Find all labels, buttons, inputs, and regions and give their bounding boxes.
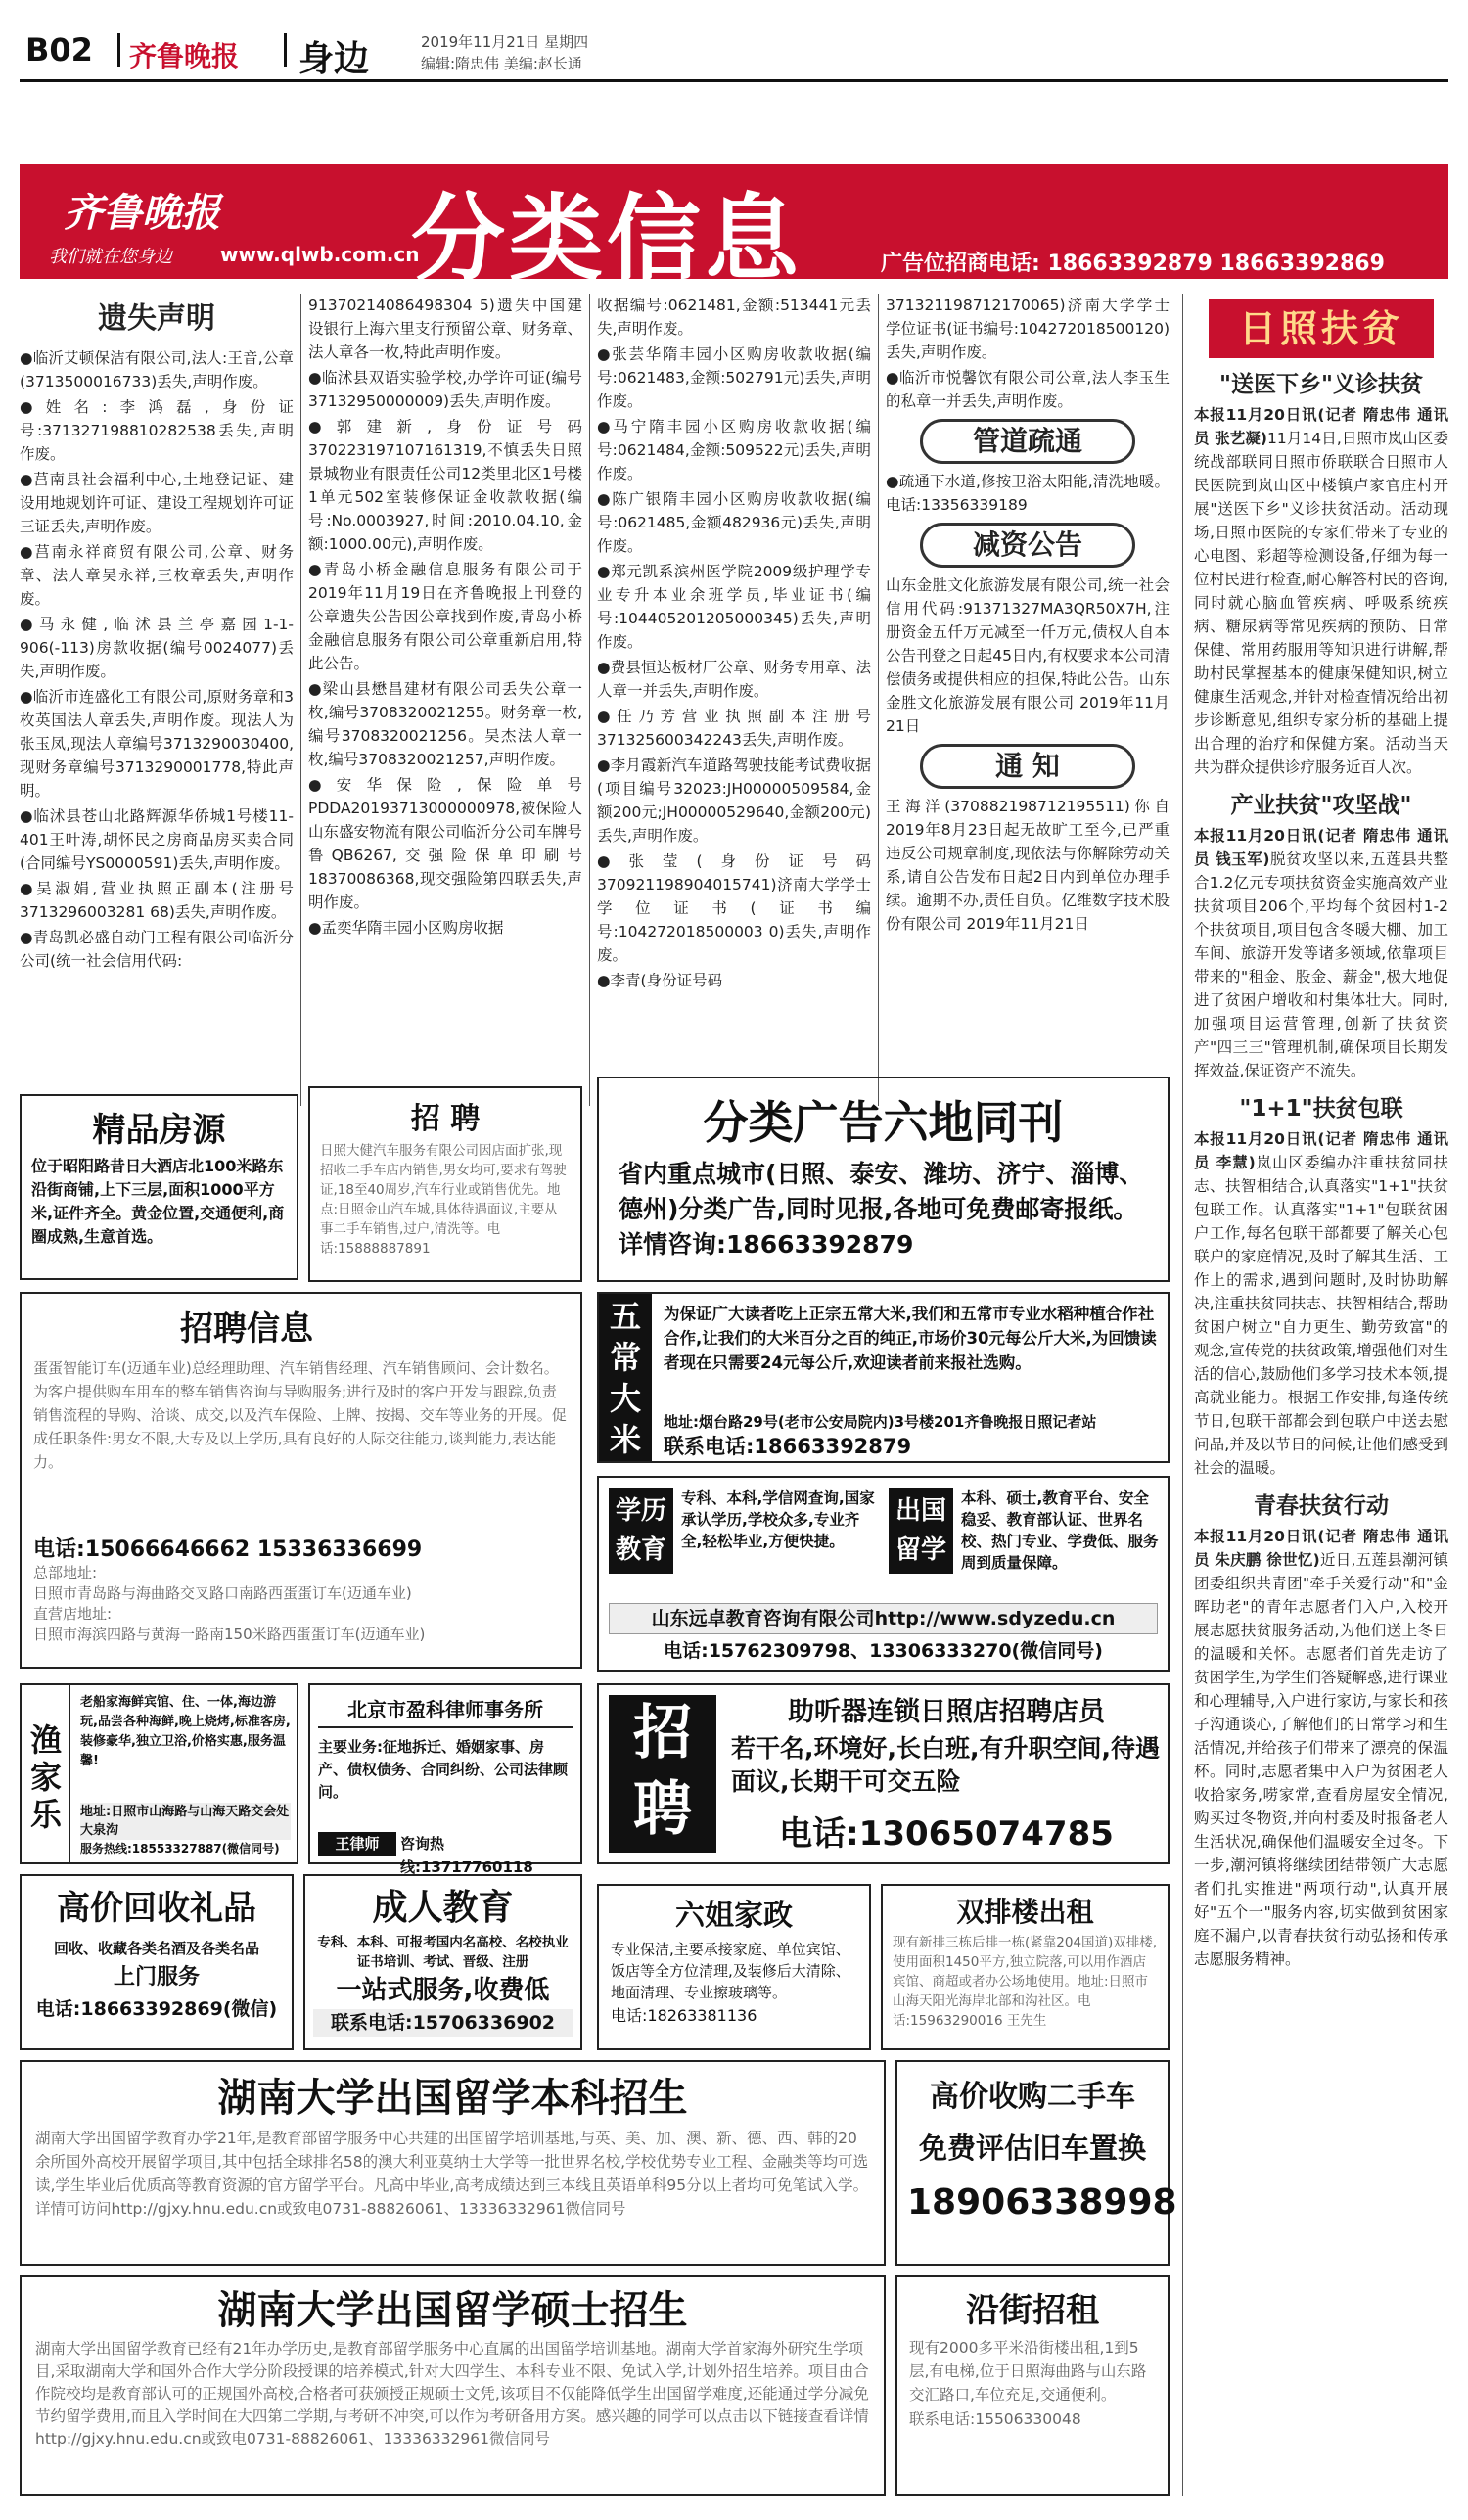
ad-slogan: 一站式服务,收费低 — [336, 1976, 550, 2005]
ad-text: 湖南大学出国留学教育办学21年,是教育部留学服务中心共建的出国留学培训基地,与英、美、加、澳、新、德、西、韩的20余所国外高校开展留学项目,其中包括全球排名58的澳大利亚莫纳士大学等一批世界名校,学校优势专业工程、金融类等均可选读,学生毕业后优质高等教育资源的官方留学平台。凡高中毕业,高考成绩达到三本线且英语单科95分以上者均可免笔试入学。详情可访问http://gjxy.hnu.edu.cn或致电0731-88826061、13336332961微信同号 — [35, 2130, 869, 2218]
ad-phone: 电话:15762309798、13306333270(微信同号) — [664, 1640, 1103, 1662]
column-divider — [589, 294, 590, 1106]
notice-item: ●马宁隋丰园小区购房收款收据(编号:0621484,金额:509522元)丢失,声明作废。 — [597, 418, 871, 482]
ad-title: 北京市盈科律师事务所 — [318, 1693, 573, 1728]
lawyer-name: 王律师 — [318, 1832, 396, 1856]
ad-phone: 联系电话:18663392879 — [664, 1435, 912, 1458]
ad-adult-education — [303, 1874, 582, 2050]
notice-item: ●安华保险,保险单号PDDA20193713000000978,被保险人山东盛安物流有限公司临沂分公司车牌号鲁QB6267,交强险保单印刷号18370086368,现交强险第四联丢失,声明作废。 — [308, 776, 582, 911]
notice-item: ●莒南永祥商贸有限公司,公章、财务章、法人章吴永祥,三枚章丢失,声明作废。 — [20, 543, 294, 608]
notice-title: 通 知 — [920, 744, 1135, 789]
ad-text: 为保证广大读者吃上正宗五常大米,我们和五常市专业水稻种植合作社合作,让我们的大米百分之百的纯正,市场价30元每公斤大米,为回馈读者现在只需要24元每公斤,欢迎读者前来报社选购。 — [664, 1305, 1157, 1372]
ad-title: 沿街招租 — [966, 2291, 1099, 2330]
notice-item: ●孟奕华隋丰园小区购房收据 — [308, 919, 504, 937]
study-abroad-tag: 出国留学 — [889, 1488, 953, 1574]
article — [1194, 1092, 1448, 1480]
notice-item: 91370214086498304 5)遗失中国建设银行上海六里支行预留公章、财务章、法人章各一枚,特此声明作废。 — [308, 297, 582, 361]
notice-item: ●姓名:李鸿磊,身份证号:371327198810282538丢失,声明作废。 — [20, 398, 294, 463]
ad-title: 高价回收礼品 — [57, 1889, 256, 1928]
notice-item: ●临沭县双语实验学校,办学许可证(编号37132950000009)丢失,声明作废。 — [308, 369, 582, 410]
ad-title: 招 聘 — [410, 1102, 481, 1136]
ad-title: 渔家乐 — [22, 1685, 70, 1862]
article-title: 产业扶贫"攻坚战" — [1230, 793, 1412, 818]
ad-address: 地址:烟台路29号(老市公安局院内)3号楼201齐鲁晚报日照记者站 — [664, 1413, 1097, 1431]
ad-rice — [597, 1292, 1170, 1463]
article — [1194, 368, 1448, 779]
header-divider — [284, 33, 287, 67]
ad-company-url[interactable]: 山东远卓教育咨询有限公司http://www.sdyzedu.cn — [609, 1603, 1158, 1634]
ad-text: 蛋蛋智能订车(迈通车业)总经理助理、汽车销售经理、汽车销售顾问、会计数名。为客户提供购车用车的整车销售咨询与导购服务;进行及时的客户开发与跟踪,负责销售流程的导购、洽谈、成交,以及汽车保险、上牌、按揭、交车等业务的开展。促成任职条件:男女不限,大专及以上学历,具有良好的人际交往能力,谈判能力,表达能力。 — [33, 1359, 567, 1471]
notice-item: ●郭建新,身份证号码370223197107161319,不慎丢失日照景城物业有限责任公司12类里北区1号楼1单元502室装修保证金收款收据(编号:No.0003927,时间:2010.04.10,金额:1000.00元),声明作废。 — [308, 418, 582, 553]
ad-six-cities — [597, 1077, 1170, 1282]
ad-text: 回收、收藏各类名酒及各类名品 — [53, 1940, 259, 1957]
ad-recruit — [308, 1086, 582, 1282]
banner-slogan: 我们就在您身边 — [49, 247, 172, 267]
ad-street-rent — [895, 2275, 1170, 2496]
notice-item: ●临沂市连盛化工有限公司,原财务章和3枚英国法人章丢失,声明作废。现法人为张玉凤,现法人章编号3713290030400,现财务章编号3713290001778,特此声明。 — [20, 688, 294, 800]
ad-phone: 联系电话:15706336902 — [313, 2009, 573, 2037]
article-title: "1+1"扶贫包联 — [1239, 1096, 1403, 1122]
ad-phone: 服务热线:18553327887(微信同号) — [80, 1842, 280, 1856]
ad-phone: 电话:13065074785 — [779, 1814, 1114, 1854]
rice-tag: 五 常 大 米 — [599, 1294, 652, 1461]
column-title: 遗失声明 — [98, 301, 215, 336]
article-byline: 本报11月20日讯(记者 隋忠伟 通讯员 朱庆鹏 徐世忆) — [1194, 1528, 1448, 1569]
notice-item: ●张莹(身份证号码370921198904015741)济南大学学士学位证书(证书编号:104272018500003 0)丢失,声明作废。 — [597, 852, 871, 964]
pipe-text: ●疏通下水道,修按卫浴太阳能,清洗地暖。电话:13356339189 — [886, 473, 1170, 514]
notice-item: ●临沭县苍山北路辉源华侨城1号楼11-401王叶涛,胡怀民之房商品房买卖合同(合同编号YS0000591)丢失,声明作废。 — [20, 807, 294, 872]
ad-house — [20, 1094, 298, 1280]
ad-title: 双排楼出租 — [956, 1896, 1094, 1928]
article-text: 11月14日,日照市岚山区委统战部联同日照市侨联联合日照市人民医院到岚山区中楼镇卢家官庄村开展"送医下乡"义诊扶贫活动。活动现场,日照市医院的专家们带来了专业的心电图、彩超等检测设备,仔细为每一位村民进行检查,耐心解答村民的咨询,同时就心脑血管疾病、呼吸系统疾病、糖尿病等常见疾病的预防、日常保健、常用药服用等知识进行讲解,帮助村民掌握基本的健康保健知识,树立健康生活观念,并针对检查情况给出初步诊断意见,组织专家分析的基础上提出合理的治疗和保健方案。活动当天共为群众提供诊疗服务近百人次。 — [1194, 430, 1449, 776]
ad-subtitle: 免费评估旧车置换 — [918, 2131, 1146, 2165]
ad-education — [597, 1476, 1170, 1672]
notice-text: 王海洋(370882198712195511)你自2019年8月23日起无故旷工至今,已严重违反公司规章制度,现依法与你解除劳动关系,请自公告发布日起2日内到单位办理手续。逾期不办,责任自负。亿维数字技术股份有限公司 2019年11月21日 — [886, 798, 1170, 933]
article-title: "送医下乡"义诊扶贫 — [1219, 372, 1423, 397]
poverty-relief-tag: 日照扶贫 — [1209, 299, 1434, 358]
ad-law-firm — [308, 1683, 582, 1876]
ad-text: 主要业务:征地拆迁、婚姻家事、房产、债权债务、合同纠纷、公司法律顾问。 — [318, 1738, 569, 1801]
banner-title: 分类信息 — [411, 184, 803, 294]
ad-address: 总部地址: — [33, 1564, 98, 1581]
notice-item: 收据编号:0621481,金额:513441元丢失,声明作废。 — [597, 297, 871, 338]
ad-text: 现有新排三栋后排一栋(紧靠204国道)双排楼,使用面积1450平方,独立院落,可以用作酒店宾馆、商超或者办公场地使用。地址:日照市山海天阳光海岸北部和沟社区。电话:15963290016 王先生 — [893, 1935, 1158, 2029]
ad-title: 高价收购二手车 — [930, 2080, 1135, 2114]
ad-address: 日照市青岛路与海曲路交叉路口南路西蛋蛋订车(迈通车业) — [33, 1584, 412, 1602]
lost-notices-column-1 — [20, 294, 294, 1106]
ad-title: 湖南大学出国留学硕士招生 — [217, 2288, 688, 2333]
ad-title: 助听器连锁日照店招聘店员 — [788, 1697, 1105, 1727]
lost-notices-column-2 — [308, 294, 582, 1106]
lost-notices-column-4 — [886, 294, 1170, 1106]
ad-hunan-master — [20, 2275, 886, 2496]
ad-title: 招聘信息 — [180, 1309, 313, 1349]
recruit-tag: 招聘 — [609, 1695, 716, 1853]
notice-item: ●任乃芳营业执照副本注册号371325600342243丢失,声明作废。 — [597, 708, 871, 749]
issue-date: 2019年11月21日 星期四 — [421, 33, 589, 51]
capital-reduction-title: 减资公告 — [920, 523, 1135, 568]
notice-item: ●李月霞新汽车道路驾驶技能考试费收据(项目编号32023:JH00000509584,金额200元;JH00000529640,金额200元)丢失,声明作废。 — [597, 756, 871, 845]
article — [1194, 1489, 1448, 1971]
article — [1194, 789, 1448, 1082]
capital-reduction-text: 山东金胜文化旅游发展有限公司,统一社会信用代码:91371327MA3QR50X7H,注册资金五仟万元减至一仟万元,债权人自本公告刊登之日起45日内,有权要求本公司清偿债务或提供相应的担保,特此公告。山东金胜文化旅游发展有限公司 2019年11月21日 — [886, 576, 1170, 735]
ad-recruit-info — [20, 1292, 582, 1669]
header-divider — [117, 33, 120, 67]
notice-item: ●临沂艾顿保洁有限公司,法人:王音,公章(3713500016733)丢失,声明作废。 — [20, 349, 294, 390]
notice-item: ●张芸华隋丰园小区购房收款收据(编号:0621483,金额:502791元)丢失,声明作废。 — [597, 345, 871, 410]
article-byline: 本报11月20日讯(记者 隋忠伟 通讯员 张艺凝) — [1194, 406, 1448, 447]
ad-phone: 联系电话:15506330048 — [909, 2410, 1081, 2428]
ad-used-car — [895, 2060, 1177, 2266]
article-text: 岚山区委编办注重扶贫同扶志、扶智相结合,认真落实"1+1"扶贫包联工作。认真落实"1+1"包联贫困户工作,每名包联干部都要了解关心包联户的家庭情况,及时了解其生活、工作上的需求,遇到问题时,及时协助解决,注重扶贫同扶志、扶智相结合,帮助贫困户树立"自力更生、勤劳致富"的观念,宣传党的扶贫政策,增强他们对生活的信心,鼓励他们多学习技术本领,提高就业能力。根据工作安排,每逢传统节日,包联干部都会到包联户中送去慰问品,并及以节日的问候,让他们感受到社会的温暖。 — [1194, 1154, 1448, 1477]
pipe-title: 管道疏通 — [920, 419, 1135, 464]
ad-address: 日照市海滨四路与黄海一路南150米路西蛋蛋订车(迈通车业) — [33, 1626, 426, 1643]
page-header — [20, 23, 1448, 82]
notice-item: ●马永健,临沭县兰亭嘉园1-1-906(-113)房款收据(编号0024077)丢失,声明作废。 — [20, 616, 294, 680]
ad-fisherman — [20, 1683, 298, 1864]
ad-phone: 电话:18663392869(微信) — [35, 1998, 278, 2020]
ad-gift-recycle — [20, 1874, 294, 2050]
ad-text: 位于昭阳路昔日大酒店北100米路东沿街商铺,上下三层,面积1000平方米,证件齐全。黄金位置,交通便利,商圈成熟,生意首选。 — [31, 1157, 285, 1246]
ad-hunan-bachelor — [20, 2060, 886, 2266]
article-byline: 本报11月20日讯(记者 隋忠伟 通讯员 钱玉军) — [1194, 827, 1448, 868]
newspaper-logo: 齐鲁晚报 — [129, 40, 240, 72]
banner-url[interactable]: www.qlwb.com.cn — [220, 243, 420, 266]
ad-text: 专业保洁,主要承接家庭、单位宾馆、饭店等全方位清理,及装修后大清除、地面清理、专业擦玻璃等。 — [611, 1941, 850, 2001]
ad-hearing-aid — [597, 1683, 1170, 1864]
ad-title: 精品房源 — [92, 1111, 226, 1150]
ad-building-rent — [881, 1884, 1170, 2050]
notice-item: ●李青(身份证号码 — [597, 972, 723, 989]
ad-text: 日照大健汽车服务有限公司因店面扩张,现招收二手车店内销售,男女均可,要求有驾驶证,18至40周岁,汽车行业或销售优先。地点:日照金山汽车城,具体待遇面议,主要从事二手车销售,过户,清洗等。电话:15888887891 — [320, 1143, 567, 1257]
notice-item: ●青岛凯必盛自动门工程有限公司临沂分公司(统一社会信用代码: — [20, 929, 294, 970]
ad-text: 老船家海鲜宾馆、住、一体,海边游玩,品尝各种海鲜,晚上烧烤,标准客房,装修豪华,独立卫浴,价格实惠,服务温馨! — [80, 1695, 291, 1768]
ad-text: 湖南大学出国留学教育已经有21年办学历史,是教育部留学服务中心直属的出国留学培训基地。湖南大学首家海外研究生学项目,采取湖南大学和国外合作大学分阶段授课的培养模式,针对大四学生、本科专业不限、免试入学,计划外招生培养。项目由合作院校均是教育部认可的正规国外高校,合格者可获颁授正规硕士文凭,该项目不仅能降低学生出国留学难度,还能通过学分减免节约留学费用,而且入学时间在大四第二学期,与考研不冲突,可以作为考研备用方案。感兴趣的同学可以点击以下链接查看详情http://gjxy.hnu.edu.cn或致电0731-88826061、13336332961微信同号 — [35, 2340, 869, 2448]
article-text: 近日,五莲县潮河镇团委组织共青团"牵手关爱行动"和"金晖助老"的青年志愿者们入户,入校开展志愿扶贫服务活动,为他们送上冬日的温暖和关怀。志愿者们首先走访了贫困学生,为学生们答疑解惑,进行课业和心理辅导,入户进行家访,与家长和孩子沟通谈心,了解他们的日常学习和生活情况,并给孩子们带来了漂亮的保温杯。同时,志愿者集中入户为贫困老人收拾家务,唠家常,查看房屋安全情况,购买过冬物资,并向村委及时报备老人生活状况,确保他们温暖安全过冬。下一步,潮河镇将继续团结带领广大志愿者们扎实推进"两项行动",认真开展好"五个一"服务内容,切实做到贫困家庭不漏户,以青春扶贫行动弘扬和传承志愿服务精神。 — [1194, 1551, 1448, 1968]
ad-title: 湖南大学出国留学本科招生 — [217, 2076, 688, 2121]
ad-phone: 18906338998 — [907, 2182, 1177, 2222]
ad-title: 分类广告六地同刊 — [703, 1096, 1064, 1149]
notice-item: ●吴淑娟,营业执照正副本(注册号3713296003281 68)丢失,声明作废。 — [20, 880, 294, 921]
column-divider — [878, 294, 879, 1106]
ad-address: 直营店地址: — [33, 1605, 113, 1623]
ad-phone: 咨询热线:13717760118 — [400, 1835, 533, 1876]
ad-text: 本科、硕士,教育平台、安全稳妥、教育部认证、世界名校、热门专业、学费低、服务周到质量保障。 — [961, 1489, 1159, 1572]
article-byline: 本报11月20日讯(记者 隋忠伟 通讯员 李慧) — [1194, 1130, 1448, 1171]
poverty-relief-column — [1194, 294, 1448, 1971]
classified-banner — [20, 164, 1448, 294]
ad-housekeeping — [597, 1884, 871, 2050]
banner-logo: 齐鲁晚报 — [64, 190, 220, 236]
article-title: 青春扶贫行动 — [1254, 1493, 1389, 1519]
ad-service: 上门服务 — [113, 1965, 200, 1990]
article-text: 脱贫攻坚以来,五莲县共整合1.2亿元专项扶贫资金实施高效产业扶贫项目206个,平均每个贫困村1-2个扶贫项目,项目包含冬暖大棚、加工车间、旅游开发等诸多领域,依靠项目带来的"租金、股金、薪金",极大地促进了贫困户增收和村集体壮大。同时,加强项目运营管理,创新了扶贫资产"四三三"管理机制,确保项目长期发挥效益,保证资产不流失。 — [1194, 850, 1448, 1079]
banner-phone: 广告位招商电话: 18663392879 18663392869 — [881, 252, 1385, 276]
edu-tag: 学历教育 — [609, 1488, 673, 1574]
column-divider — [300, 294, 301, 1106]
ad-address: 地址:日照市山海路与山海天路交会处大泉沟 — [80, 1805, 290, 1838]
ad-title: 成人教育 — [372, 1888, 514, 1928]
notice-item: ●郑元凯系滨州医学院2009级护理学专业专升本业余班学员,毕业证书(编号:104405201205000345)丢失,声明作废。 — [597, 563, 871, 651]
lost-notices-column-3 — [597, 294, 871, 1106]
notice-item: ●梁山县懋昌建材有限公司丢失公章一枚,编号3708320021255。财务章一枚,编号3708320021256。吴杰法人章一枚,编号3708320021257,声明作废。 — [308, 680, 582, 768]
notice-item: ●莒南县社会福利中心,土地登记证、建设用地规划许可证、建设工程规划许可证三证丢失,声明作废。 — [20, 471, 294, 535]
column-divider — [1182, 294, 1183, 2496]
page-number: B02 — [25, 31, 93, 69]
notice-item: ●陈广银隋丰园小区购房收款收据(编号:0621485,金额482936元)丢失,声明作废。 — [597, 490, 871, 555]
notice-item: ●青岛小桥金融信息服务有限公司于2019年11月19日在齐鲁晚报上刊登的公章遗失公告因公章找到作废,青岛小桥金融信息服务有限公司公章重新启用,特此公告。 — [308, 561, 582, 672]
ad-text: 若干名,环境好,长白班,有升职空间,待遇面议,长期干可交五险 — [731, 1734, 1160, 1796]
notice-item: ●费县恒达板材厂公章、财务专用章、法人章一并丢失,声明作废。 — [597, 659, 871, 700]
ad-text: 现有2000多平米沿街楼出租,1到5层,有电梯,位于日照海曲路与山东路交汇路口,车位充足,交通便利。 — [909, 2339, 1147, 2404]
ad-text: 专科、本科、可报考国内名高校、名校执业证书培训、考试、晋级、注册 — [317, 1935, 569, 1970]
ad-phone: 电话:15066646662 15336336699 — [33, 1537, 423, 1562]
notice-item: 371321198712170065)济南大学学士学位证书(证书编号:104272018500120)丢失,声明作废。 — [886, 297, 1170, 361]
ad-title: 六姐家政 — [675, 1899, 793, 1933]
section-title: 身边 — [298, 39, 370, 79]
ad-text: 专科、本科,学信网查询,国家承认学历,学校众多,专业齐全,轻松毕业,方便快捷。 — [681, 1489, 875, 1550]
ad-text: 省内重点城市(日照、泰安、潍坊、济宁、淄博、德州)分类广告,同时见报,各地可免费邮寄报纸。详情咨询:18663392879 — [619, 1160, 1144, 1259]
ad-phone: 电话:18263381136 — [611, 2006, 757, 2025]
notice-item: ●临沂市悦馨饮有限公司公章,法人李玉生的私章一并丢失,声明作废。 — [886, 369, 1170, 410]
editors: 编辑:隋忠伟 美编:赵长通 — [421, 55, 582, 72]
